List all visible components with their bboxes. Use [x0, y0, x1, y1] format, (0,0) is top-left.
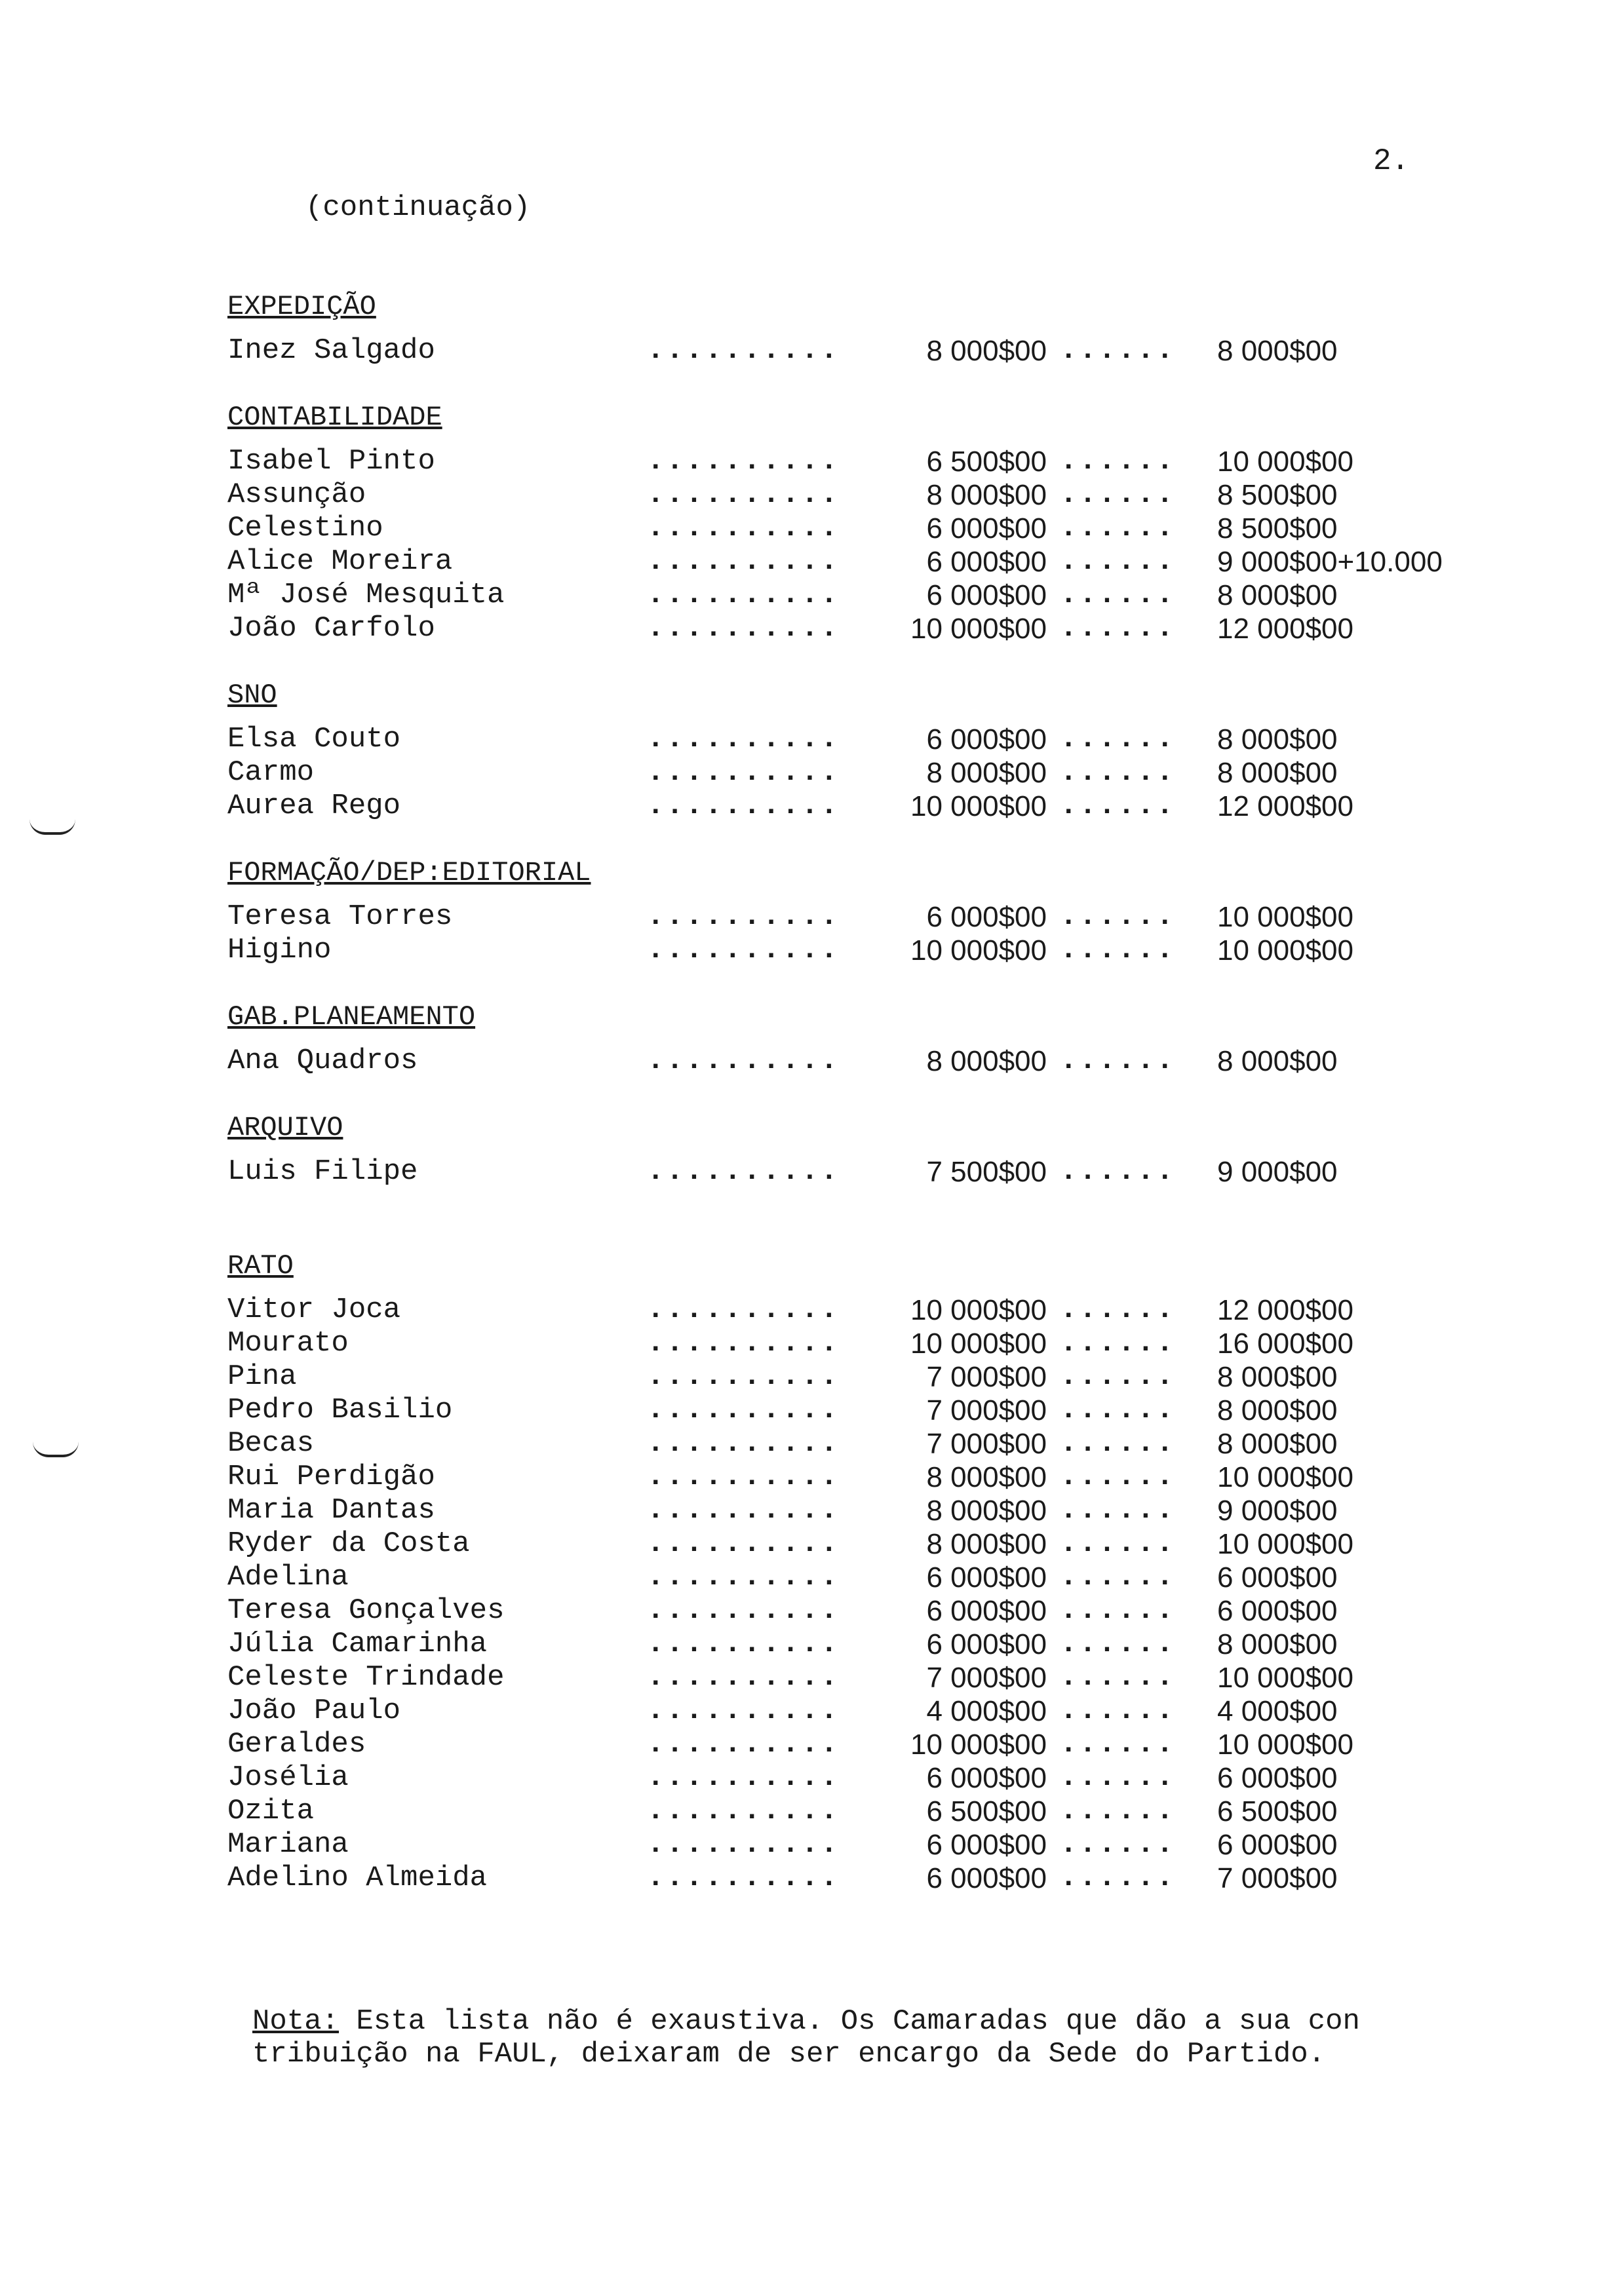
person-name: Maria Dantas — [227, 1494, 435, 1527]
leader-dots: .......... — [647, 900, 840, 933]
note-text: Esta lista não é exaustiva. Os Camaradas que dão a sua con — [339, 2005, 1360, 2038]
leader-dots: ...... — [1060, 723, 1176, 756]
leader-dots: .......... — [647, 579, 840, 611]
page-number: 2. — [1373, 144, 1410, 178]
leader-dots: ...... — [1060, 1394, 1176, 1426]
list-item — [227, 1828, 1604, 1862]
list-item — [227, 1628, 1604, 1661]
new-amount: 8 000$00 — [1217, 723, 1338, 756]
current-amount: 6 000$00 — [926, 1628, 1047, 1660]
leader-dots: ...... — [1060, 1628, 1176, 1660]
person-name: Pedro Basilio — [227, 1394, 453, 1426]
current-amount: 7 000$00 — [926, 1361, 1047, 1393]
person-name: Pina — [227, 1360, 297, 1393]
new-amount: 8 000$00 — [1217, 1628, 1338, 1660]
list-item — [227, 1293, 1604, 1327]
leader-dots: ...... — [1060, 1327, 1176, 1360]
section-title: SNO — [227, 679, 277, 711]
person-name: Isabel Pinto — [227, 445, 435, 478]
leader-dots: ...... — [1060, 1862, 1176, 1894]
note-text-continued: tribuição na FAUL, deixaram de ser encargo da Sede do Partido. — [252, 2038, 1326, 2071]
person-name: Teresa Torres — [227, 900, 453, 933]
leader-dots: .......... — [647, 1527, 840, 1560]
leader-dots: .......... — [647, 1728, 840, 1761]
list-item — [227, 1394, 1604, 1427]
current-amount: 8 000$00 — [926, 335, 1047, 367]
list-item — [227, 934, 1604, 967]
leader-dots: .......... — [647, 512, 840, 545]
leader-dots: ...... — [1060, 1728, 1176, 1761]
current-amount: 8 000$00 — [926, 757, 1047, 789]
leader-dots: .......... — [647, 1427, 840, 1460]
person-name: Becas — [227, 1427, 315, 1460]
person-name: Inez Salgado — [227, 334, 435, 367]
leader-dots: ...... — [1060, 1594, 1176, 1627]
person-name: Mª José Mesquita — [227, 579, 505, 611]
new-amount: 8 000$00 — [1217, 579, 1338, 611]
new-amount: 4 000$00 — [1217, 1695, 1338, 1727]
leader-dots: .......... — [647, 934, 840, 966]
section-expedi-o — [227, 288, 1604, 368]
person-name: Josélia — [227, 1761, 349, 1794]
current-amount: 6 000$00 — [926, 901, 1047, 933]
new-amount: 8 000$00 — [1217, 1428, 1338, 1460]
list-item — [227, 612, 1604, 645]
current-amount: 10 000$00 — [910, 934, 1047, 966]
leader-dots: ...... — [1060, 545, 1176, 578]
new-amount: 6 500$00 — [1217, 1795, 1338, 1827]
list-item — [227, 1594, 1604, 1628]
current-amount: 6 000$00 — [926, 1561, 1047, 1594]
list-item — [227, 1661, 1604, 1694]
section-title: GAB.PLANEAMENTO — [227, 1001, 476, 1033]
current-amount: 6 500$00 — [926, 446, 1047, 478]
leader-dots: .......... — [647, 612, 840, 645]
person-name: Celeste Trindade — [227, 1661, 505, 1694]
leader-dots: ...... — [1060, 1293, 1176, 1326]
current-amount: 6 000$00 — [926, 1595, 1047, 1627]
leader-dots: ...... — [1060, 1044, 1176, 1077]
person-name: Luis Filipe — [227, 1155, 418, 1188]
leader-dots: .......... — [647, 1594, 840, 1627]
leader-dots: ...... — [1060, 1494, 1176, 1527]
new-amount: 8 000$00 — [1217, 1045, 1338, 1077]
person-name: Elsa Couto — [227, 723, 401, 756]
leader-dots: ...... — [1060, 1761, 1176, 1794]
list-item — [227, 756, 1604, 790]
new-amount: 8 500$00 — [1217, 512, 1338, 545]
margin-mark — [33, 1442, 79, 1457]
list-item — [227, 1761, 1604, 1795]
person-name: Carmo — [227, 756, 315, 789]
section-forma-o-dep-editorial — [227, 854, 1604, 967]
list-item — [227, 334, 1604, 368]
leader-dots: ...... — [1060, 612, 1176, 645]
leader-dots: .......... — [647, 445, 840, 478]
leader-dots: .......... — [647, 334, 840, 367]
list-item — [227, 1728, 1604, 1761]
leader-dots: .......... — [647, 1862, 840, 1894]
leader-dots: .......... — [647, 545, 840, 578]
person-name: Vitor Joca — [227, 1293, 401, 1326]
leader-dots: ...... — [1060, 1427, 1176, 1460]
section-sno — [227, 677, 1604, 823]
person-name: Teresa Gonçalves — [227, 1594, 505, 1627]
salary-list — [227, 288, 1604, 1926]
list-item — [227, 1694, 1604, 1728]
new-amount: 10 000$00 — [1217, 446, 1353, 478]
person-name: Celestino — [227, 512, 383, 545]
section-title: ARQUIVO — [227, 1112, 343, 1143]
new-amount: 6 000$00 — [1217, 1595, 1338, 1627]
person-name: Mourato — [227, 1327, 349, 1360]
person-name: Adelino Almeida — [227, 1862, 488, 1894]
section-title: RATO — [227, 1250, 294, 1282]
list-item — [227, 1044, 1604, 1078]
footnote — [252, 2005, 1563, 2071]
leader-dots: .......... — [647, 1394, 840, 1426]
leader-dots: .......... — [647, 756, 840, 789]
list-item — [227, 545, 1604, 579]
current-amount: 6 000$00 — [926, 723, 1047, 756]
list-item — [227, 1155, 1604, 1189]
list-item — [227, 1561, 1604, 1594]
current-amount: 6 000$00 — [926, 1862, 1047, 1894]
section-rato — [227, 1248, 1604, 1895]
new-amount: 10 000$00 — [1217, 934, 1353, 966]
new-amount: 10 000$00 — [1217, 1729, 1353, 1761]
current-amount: 10 000$00 — [910, 1328, 1047, 1360]
leader-dots: ...... — [1060, 934, 1176, 966]
new-amount: 8 000$00 — [1217, 1361, 1338, 1393]
list-item — [227, 900, 1604, 934]
new-amount: 8 500$00 — [1217, 479, 1338, 511]
current-amount: 10 000$00 — [910, 1294, 1047, 1326]
leader-dots: .......... — [647, 1461, 840, 1493]
list-item — [227, 478, 1604, 512]
leader-dots: .......... — [647, 1694, 840, 1727]
person-name: Adelina — [227, 1561, 349, 1594]
person-name: Mariana — [227, 1828, 349, 1861]
current-amount: 6 000$00 — [926, 579, 1047, 611]
leader-dots: ...... — [1060, 1561, 1176, 1594]
person-name: João Paulo — [227, 1694, 401, 1727]
leader-dots: ...... — [1060, 579, 1176, 611]
leader-dots: ...... — [1060, 1795, 1176, 1827]
current-amount: 7 500$00 — [926, 1156, 1047, 1188]
current-amount: 7 000$00 — [926, 1662, 1047, 1694]
new-amount: 6 000$00 — [1217, 1561, 1338, 1594]
person-name: Alice Moreira — [227, 545, 453, 578]
leader-dots: .......... — [647, 478, 840, 511]
section-arquivo — [227, 1109, 1604, 1189]
continuation-label: (continuação) — [305, 191, 531, 224]
leader-dots: ...... — [1060, 1527, 1176, 1560]
person-name: Ana Quadros — [227, 1044, 418, 1077]
leader-dots: ...... — [1060, 900, 1176, 933]
leader-dots: .......... — [647, 1761, 840, 1794]
new-amount: 10 000$00 — [1217, 1461, 1353, 1493]
leader-dots: .......... — [647, 1293, 840, 1326]
current-amount: 8 000$00 — [926, 479, 1047, 511]
list-item — [227, 445, 1604, 478]
list-item — [227, 512, 1604, 545]
person-name: Higino — [227, 934, 332, 966]
leader-dots: .......... — [647, 1828, 840, 1861]
leader-dots: ...... — [1060, 445, 1176, 478]
leader-dots: .......... — [647, 1155, 840, 1188]
list-item — [227, 1327, 1604, 1360]
leader-dots: .......... — [647, 790, 840, 822]
new-amount: 7 000$00 — [1217, 1862, 1338, 1894]
current-amount: 6 000$00 — [926, 512, 1047, 545]
leader-dots: ...... — [1060, 1461, 1176, 1493]
leader-dots: .......... — [647, 1327, 840, 1360]
leader-dots: .......... — [647, 1661, 840, 1694]
list-item — [227, 1427, 1604, 1461]
list-item — [227, 1360, 1604, 1394]
new-amount: 8 000$00 — [1217, 1394, 1338, 1426]
new-amount: 10 000$00 — [1217, 1662, 1353, 1694]
current-amount: 4 000$00 — [926, 1695, 1047, 1727]
new-amount: 9 000$00 — [1217, 1156, 1338, 1188]
leader-dots: ...... — [1060, 756, 1176, 789]
new-amount: 8 000$00 — [1217, 757, 1338, 789]
leader-dots: .......... — [647, 1561, 840, 1594]
person-name: Assunção — [227, 478, 366, 511]
current-amount: 6 000$00 — [926, 1762, 1047, 1794]
leader-dots: ...... — [1060, 1155, 1176, 1188]
list-item — [227, 1862, 1604, 1895]
person-name: Aurea Rego — [227, 790, 401, 822]
leader-dots: ...... — [1060, 334, 1176, 367]
section-contabilidade — [227, 399, 1604, 645]
person-name: Ozita — [227, 1795, 315, 1827]
current-amount: 8 000$00 — [926, 1045, 1047, 1077]
current-amount: 10 000$00 — [910, 790, 1047, 822]
list-item — [227, 1461, 1604, 1494]
current-amount: 10 000$00 — [910, 1729, 1047, 1761]
list-item — [227, 790, 1604, 823]
person-name: Júlia Camarinha — [227, 1628, 488, 1660]
new-amount: 8 000$00 — [1217, 335, 1338, 367]
current-amount: 8 000$00 — [926, 1461, 1047, 1493]
current-amount: 6 500$00 — [926, 1795, 1047, 1827]
leader-dots: ...... — [1060, 790, 1176, 822]
current-amount: 10 000$00 — [910, 613, 1047, 645]
leader-dots: ...... — [1060, 478, 1176, 511]
section-title: FORMAÇÃO/DEP:EDITORIAL — [227, 857, 591, 889]
new-amount: 12 000$00 — [1217, 1294, 1353, 1326]
new-amount: 12 000$00 — [1217, 790, 1353, 822]
leader-dots: .......... — [647, 723, 840, 756]
new-amount: 6 000$00 — [1217, 1762, 1338, 1794]
leader-dots: .......... — [647, 1494, 840, 1527]
new-amount: 10 000$00 — [1217, 901, 1353, 933]
section-title: EXPEDIÇÃO — [227, 291, 376, 322]
current-amount: 6 000$00 — [926, 1829, 1047, 1861]
list-item — [227, 1527, 1604, 1561]
list-item — [227, 579, 1604, 612]
list-item — [227, 1795, 1604, 1828]
person-name: Rui Perdigão — [227, 1461, 435, 1493]
note-label: Nota: — [252, 2005, 340, 2038]
leader-dots: ...... — [1060, 1828, 1176, 1861]
new-amount: 10 000$00 — [1217, 1528, 1353, 1560]
person-name: Geraldes — [227, 1728, 366, 1761]
current-amount: 7 000$00 — [926, 1428, 1047, 1460]
leader-dots: ...... — [1060, 1360, 1176, 1393]
current-amount: 7 000$00 — [926, 1394, 1047, 1426]
leader-dots: .......... — [647, 1044, 840, 1077]
leader-dots: ...... — [1060, 1661, 1176, 1694]
current-amount: 8 000$00 — [926, 1528, 1047, 1560]
margin-mark — [29, 819, 75, 835]
list-item — [227, 723, 1604, 756]
leader-dots: .......... — [647, 1795, 840, 1827]
new-amount: 16 000$00 — [1217, 1328, 1353, 1360]
section-title: CONTABILIDADE — [227, 402, 442, 433]
leader-dots: .......... — [647, 1360, 840, 1393]
leader-dots: ...... — [1060, 512, 1176, 545]
leader-dots: .......... — [647, 1628, 840, 1660]
new-amount: 6 000$00 — [1217, 1829, 1338, 1861]
current-amount: 6 000$00 — [926, 546, 1047, 578]
section-gab-planeamento — [227, 999, 1604, 1078]
current-amount: 8 000$00 — [926, 1495, 1047, 1527]
leader-dots: ...... — [1060, 1694, 1176, 1727]
new-amount: 9 000$00+10.000 — [1217, 546, 1443, 578]
list-item — [227, 1494, 1604, 1527]
person-name: João Carfolo — [227, 612, 435, 645]
new-amount: 12 000$00 — [1217, 613, 1353, 645]
new-amount: 9 000$00 — [1217, 1495, 1338, 1527]
person-name: Ryder da Costa — [227, 1527, 470, 1560]
